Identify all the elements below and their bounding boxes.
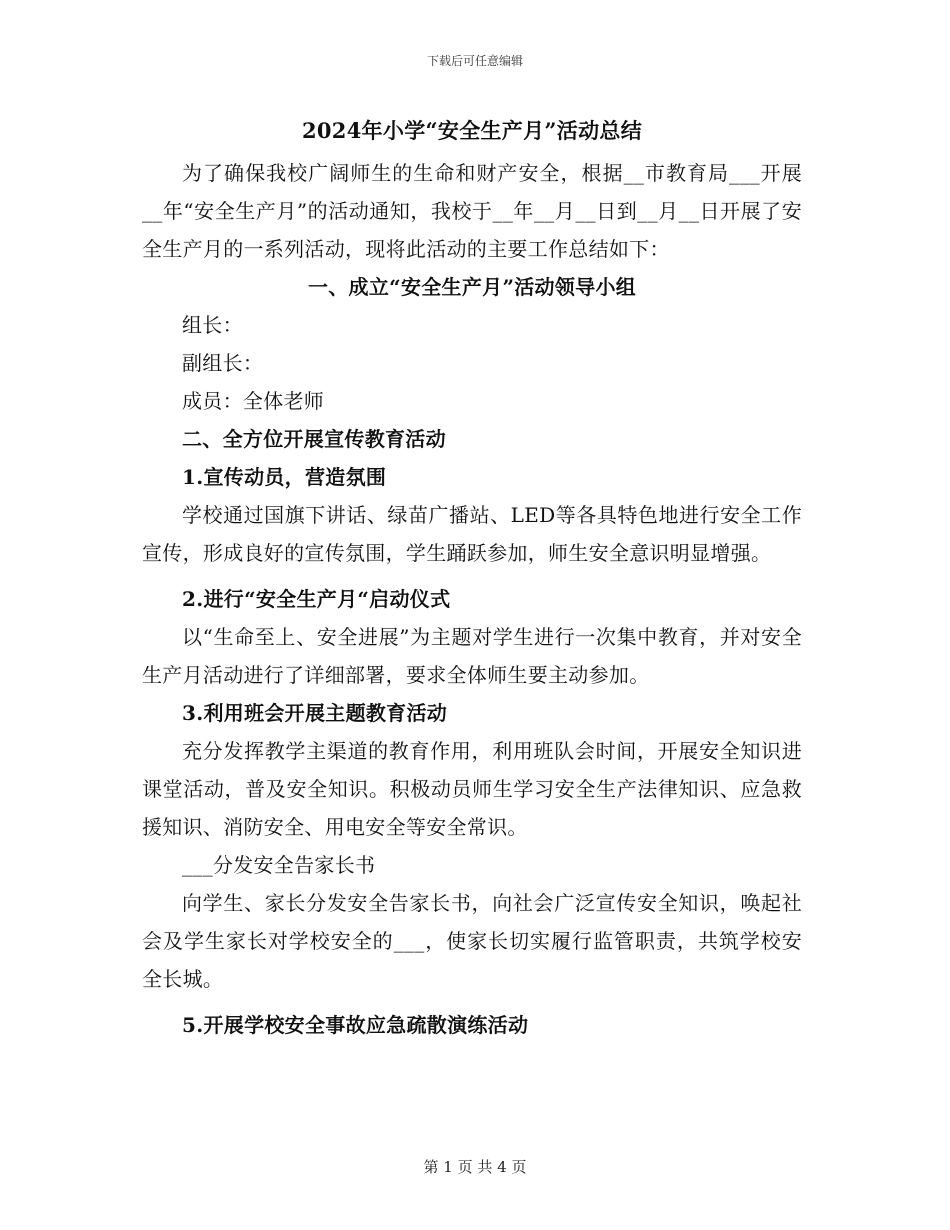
intro-paragraph: 为了确保我校广阔师生的生命和财产安全，根据__市教育局___开展__年“安全生产月”的活动通知，我校于__年__月__日到__月__日开展了安全生产月的一系列活动，现将此活动的主要工作总结如下： [142,161,802,261]
page-header: 下载后可任意编辑 [426,54,523,68]
item-4-body: 向学生、家长分发安全告家长书，向社会广泛宣传安全知识，唤起社会及学生家长对学校安全的___，使家长切实履行监管职责，共筑学校安全长城。 [142,891,802,991]
item-2-body: 以“生命至上、安全进展”为主题对学生进行一次集中教育，并对安全生产月活动进行了详细部署，要求全体师生要主动参加。 [142,625,802,687]
document-body [142,112,802,1044]
item-4-heading: ___分发安全告家长书 [182,853,376,877]
section-2-heading: 二、全方位开展宣传教育活动 [182,427,446,451]
leader-line: 组长： [182,313,243,337]
section-1-heading: 一、成立“安全生产月”活动领导小组 [307,275,637,299]
document-title: 2024年小学“安全生产月”活动总结 [301,118,642,143]
deputy-line: 副组长： [182,351,264,375]
item-2-heading: 2.进行“安全生产月“启动仪式 [182,587,451,611]
item-1-heading: 1.宣传动员，营造氛围 [182,465,387,489]
members-line: 成员：全体老师 [182,389,325,413]
item-1-body: 学校通过国旗下讲话、绿苗广播站、LED等各具特色地进行安全工作宣传，形成良好的宣传氛围，学生踊跃参加，师生安全意识明显增强。 [142,503,802,565]
item-3-heading: 3.利用班会开展主题教育活动 [182,701,448,725]
item-5-heading: 5.开展学校安全事故应急疏散演练活动 [182,1013,529,1037]
item-3-body: 充分发挥教学主渠道的教育作用，利用班队会时间，开展安全知识进课堂活动，普及安全知识。积极动员师生学习安全生产法律知识、应急救援知识、消防安全、用电安全等安全常识。 [142,739,802,839]
page-number: 第 1 页 共 4 页 [423,1158,527,1176]
